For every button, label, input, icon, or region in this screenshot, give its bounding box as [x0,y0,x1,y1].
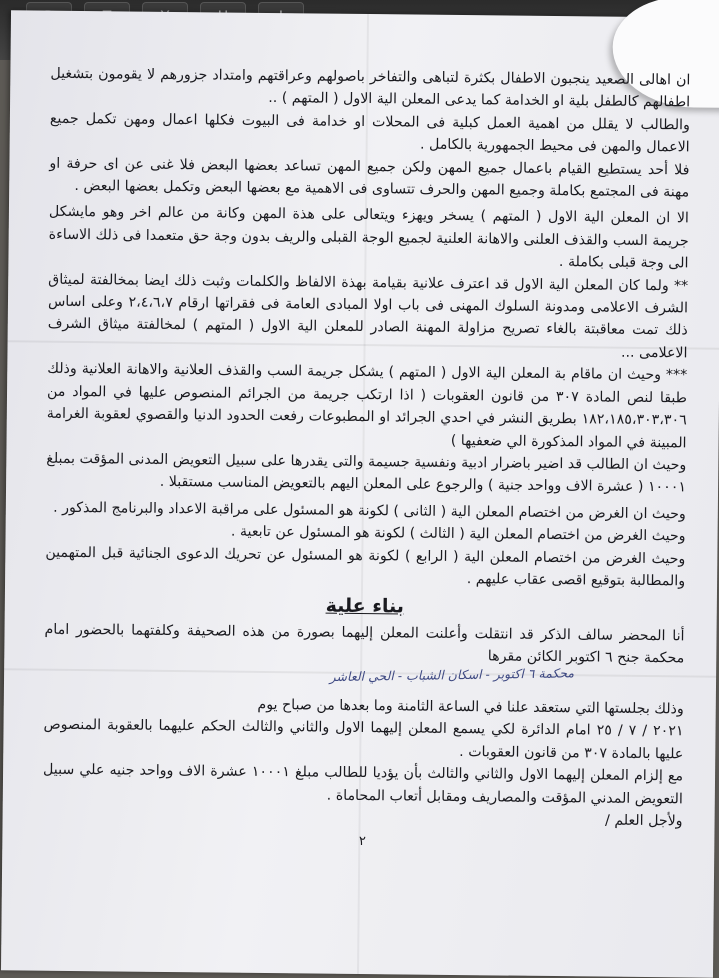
summons-paragraph: أنا المحضر سالف الذكر قد انتقلت وأعلنت المعلن إليهما بصورة من هذه الصحيفة وكلفتهما بالحضور امام محكمة جنح ٦ اكتوبر الكائن مقرها [44,621,685,667]
paragraph: مع إلزام المعلن إليهما الاول والثاني والثالث بأن يؤديا للطالب مبلغ ١٠٠٠١ عشرة الاف وواحد جنيه علي سبيل التعويض المدني المؤقت والمصاريف ومقابل أتعاب المحاماة . [43,761,684,807]
document-body [42,63,690,857]
paragraph: *** وحيث ان ماقام بة المعلن الية الاول ( المتهم ) يشكل جريمة السب والقذف العلانية والاهانة العلانية وذلك طبقا لنص المادة ٣٠٧ من قانون العقوبات ( اذا ارتكب جريمة من الجرائم المنصوص عليها في المواد من ١٨٢،١٨٥،٣٠٣،٣٠٦ بطريق النشر في احدي الجرائد او المطبوعات رفعت الحدود الدنيا والقصوي لعقوبة الغرامة المبينة في المواد المذكورة الي ضعفيها ) [46,360,688,451]
paragraph: الا ان المعلن الية الاول ( المتهم ) يسخر ويهزء ويتعالى على هذة المهن وكانة من عالم اخر وهو مايشكل جريمة السب والقذف العلنى والاهانة العلنية لجميع الوجة القبلى والريف بدون وجة حق متعمدا فى ذلك الاساءة الى وجة قبلى بكاملة . [48,204,689,272]
section-heading: بناء علية [325,594,405,618]
page-number: ٢ [358,834,366,850]
document-page [1,10,719,977]
closing-line: ولأجل العلم / [604,812,683,830]
paragraph: ** ولما كان المعلن الية الاول قد اعترف علانية بقيامة بهذة الالفاظ والكلمات وثبت ذلك ايضا بمخالفتة لميثاق الشرف الاعلامى ومدونة السلوك المهنى فى باب اولا المبادى العامة فى فقراتها ارقام ٢،٤،٦،٧ وعلى اساس ذلك تمت معاقبتة بالغاء تصريح مزاولة المهنة الصادر للمعلن الية الاول ( المتهم ) لمخالفتة ميثاق الشرف الاعلامى ... [47,271,689,362]
paragraph: وحيث ان الغرض من اختصام المعلن الية ( الثانى ) لكونة هو المسئول على مراقبة الاعداد والبرنامج المذكور . [53,499,686,523]
paragraph: وحيث ان الطالب قد اضير باضرار ادبية ونفسية جسيمة والتى يقدرها على سبيل التعويض المدنى المؤقت بمبلغ ١٠٠٠١ ( عشرة الاف وواحد جنية ) والرجوع على المعلن اليهم بالتعويض المناسب مستقبلا . [46,450,687,496]
paragraph: وحيث الغرض من اختصام المعلن الية ( الثالث ) لكونة هو المسئول عن تابعية . [230,523,686,545]
paragraph: وحيث الغرض من اختصام المعلن الية ( الرابع ) لكونة هو المسئول عن تحريك الدعوى الجنائية قبل المتهمين والمطالبة بتوقيع اقصى عقاب عليهم . [45,544,686,590]
paragraph: وذلك بجلستها التي ستعقد علنا في الساعة الثامنة وما بعدها من صباح يوم [257,696,684,718]
paragraph: ان اهالى الصعيد ينجبون الاطفال بكثرة لتباهى والتفاخر باصولهم وعراقتهم وامتداد جزورهم لا يقومون بتشغيل اطفالهم كالطفل بلية او الخدامة كما يدعى المعلن الية الاول ( المتهم ) .. [50,65,691,111]
paragraph: فلا أحد يستطيع القيام باعمال جميع المهن ولكن جميع المهن تساعد بعضها البعض فلا غنى عن اى حرفة او مهنة فى المجتمع بكاملة وجميع المهن والحرف تتساوى فى الاهمية مع بعضها البعض وتكمل بعضها البعض . [49,155,690,201]
paragraph: والطالب لا يقلل من اهمية العمل كبلية فى المحلات او خدامة فى البيوت فكلها اعمال ومهن تكمل جميع الاعمال والمهن فى محيط الجمهورية بالكامل . [49,110,690,156]
paragraph: ٢٠٢١ / ٧ / ٢٥ امام الدائرة لكي يسمع المعلن إليهما الاول والثاني والثالث الحكم عليهما بالعقوبة المنصوص عليها بالمادة ٣٠٧ من قانون العقوبات . [43,717,684,763]
handwritten-note: محكمة ٦ اكتوبر - اسكان الشباب - الحي العاشر [329,664,575,684]
